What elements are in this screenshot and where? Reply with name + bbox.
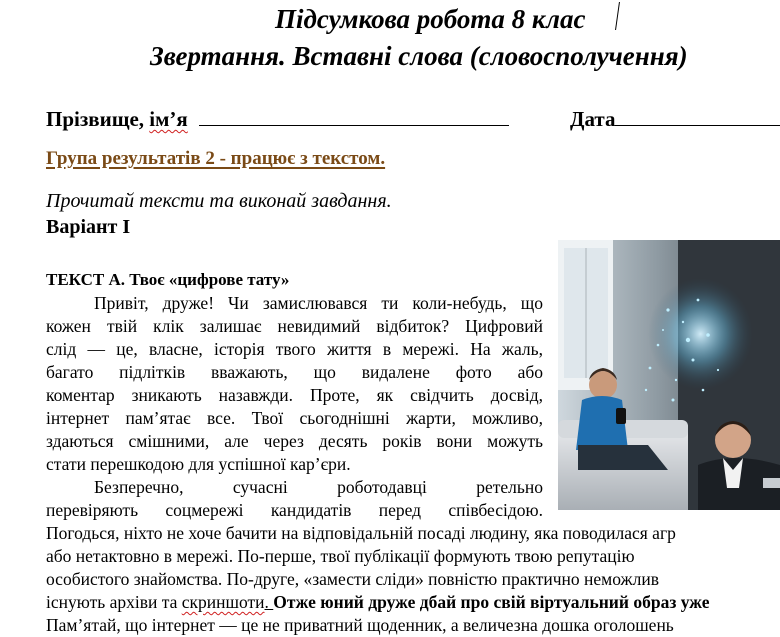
text-line: Безперечно, сучасні роботодавці ретельно — [94, 477, 543, 497]
text-line: Пам’ятай, що інтернет — це не приватний щоденник, а величезна дошка оголошень — [46, 615, 674, 635]
text-line: Привіт, друже! Чи замислювався ти коли-небудь, що — [94, 293, 543, 313]
bold-sentence: Отже юний друже дбай про свій віртуальний образ уже — [273, 592, 710, 612]
text-line: інтернет пам’ятає все. Твої сьогоднішні жарти, можливо, — [46, 408, 543, 428]
text-fragment: . — [264, 592, 274, 612]
spellcheck-word: ім’я — [149, 107, 188, 131]
text-a-body — [46, 292, 543, 522]
text-line — [46, 591, 780, 614]
date-blank-line[interactable] — [615, 107, 780, 126]
text-line: коментар зникають назавжди. Проте, як свідчить досвід, — [46, 385, 543, 405]
text-line: здаються смішними, але через десять років вони можуть — [46, 431, 543, 451]
variant-heading: Варіант І — [46, 216, 131, 238]
name-field — [46, 106, 509, 132]
teen-with-smartphone-illustration — [558, 240, 780, 510]
text-line: слід — це, власне, історія твого життя в мережі. На жаль, — [46, 339, 543, 359]
text-a-body-continued — [46, 522, 780, 637]
date-field — [570, 106, 780, 132]
page-title: Підсумкова робота 8 клас — [275, 4, 586, 34]
text-line: особистого знайомства. По-друге, «замести сліди» повністю практично неможлив — [46, 569, 660, 589]
text-line: багато підлітків вважають, що видалене фото або — [46, 362, 543, 382]
name-label: Прізвище, ім’я — [46, 107, 188, 131]
text-line: перевіряють соцмережі кандидатів перед співбесідою. — [46, 500, 543, 520]
text-line: або нетактовно в мережі. По-перше, твої публікації формують твою репутацію — [46, 546, 635, 566]
text-a-title: ТЕКСТ А. Твоє «цифрове тату» — [46, 270, 290, 289]
group-heading: Група результатів 2 - працює з текстом. — [46, 148, 386, 169]
text-line: кожен твій клік залишає невидимий відбиток? Цифровий — [46, 316, 543, 336]
spellcheck-word: скриншоти — [181, 592, 265, 612]
text-fragment: існують архіви та — [46, 592, 182, 612]
name-blank-line[interactable] — [199, 107, 509, 126]
text-cursor-mark — [615, 2, 628, 30]
page-subtitle: Звертання. Вставні слова (словосполучення) — [150, 41, 688, 71]
text-line: Погодься, ніхто не хоче бачити на відповідальній посаді людину, яка поводилася агр — [46, 523, 676, 543]
date-label: Дата — [570, 107, 616, 131]
instruction-text: Прочитай тексти та виконай завдання. — [46, 190, 392, 212]
text-line: стати перешкодою для успішної кар’єри. — [46, 454, 351, 474]
